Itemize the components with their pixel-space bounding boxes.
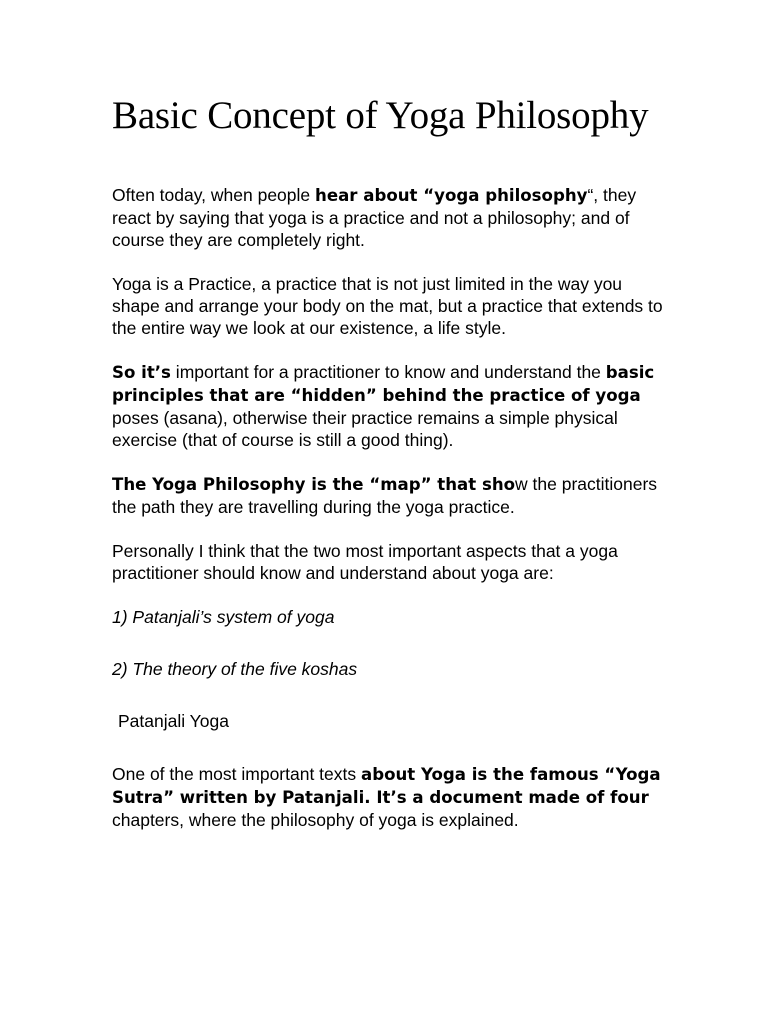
paragraph-intro-text-2: “, they react by saying that yoga is a practice and not a philosophy; and of course they are completely right.	[112, 185, 637, 250]
paragraph-yoga-sutra	[112, 763, 672, 831]
document-title: Basic Concept of Yoga Philosophy	[112, 94, 649, 137]
paragraph-yoga-sutra-text-1: One of the most important texts	[112, 764, 361, 784]
paragraph-map-bold: The Yoga Philosophy is the “map” that sho	[112, 475, 516, 494]
paragraph-practice: Yoga is a Practice, a practice that is not just limited in the way you shape and arrange your body on the mat, but a practice that extends to the entire way we look at our existence, a life style.	[112, 274, 663, 338]
paragraph-yoga-sutra-text-2: chapters, where the philosophy of yoga is explained.	[112, 810, 519, 830]
list-item-patanjali: 1) Patanjali’s system of yoga	[112, 607, 335, 627]
paragraph-aspects: Personally I think that the two most important aspects that a yoga practitioner should know and understand about yoga are:	[112, 541, 618, 583]
paragraph-intro-bold: hear about “yoga philosophy	[315, 186, 588, 205]
document-page	[112, 92, 672, 831]
list-item-koshas: 2) The theory of the five koshas	[112, 659, 358, 679]
paragraph-principles-bold-2: basic principles that are “hidden” behind the practice of yoga	[112, 363, 655, 405]
paragraph-map	[112, 473, 672, 518]
paragraph-principles-bold-1: So it’s	[112, 363, 171, 382]
paragraph-intro-text-1: Often today, when people	[112, 185, 316, 205]
section-heading-patanjali-yoga: Patanjali Yoga	[118, 711, 229, 731]
paragraph-yoga-sutra-bold: about Yoga is the famous “Yoga Sutra” written by Patanjali. It’s a document made of four	[112, 765, 661, 807]
paragraph-principles	[112, 361, 672, 451]
paragraph-map-text: w the practitioners the path they are travelling during the yoga practice.	[112, 474, 658, 517]
paragraph-principles-text-1: important for a practitioner to know and understand the	[170, 362, 606, 382]
paragraph-intro	[112, 184, 672, 251]
paragraph-principles-text-2: poses (asana), otherwise their practice remains a simple physical exercise (that of course is still a good thing).	[112, 408, 618, 450]
